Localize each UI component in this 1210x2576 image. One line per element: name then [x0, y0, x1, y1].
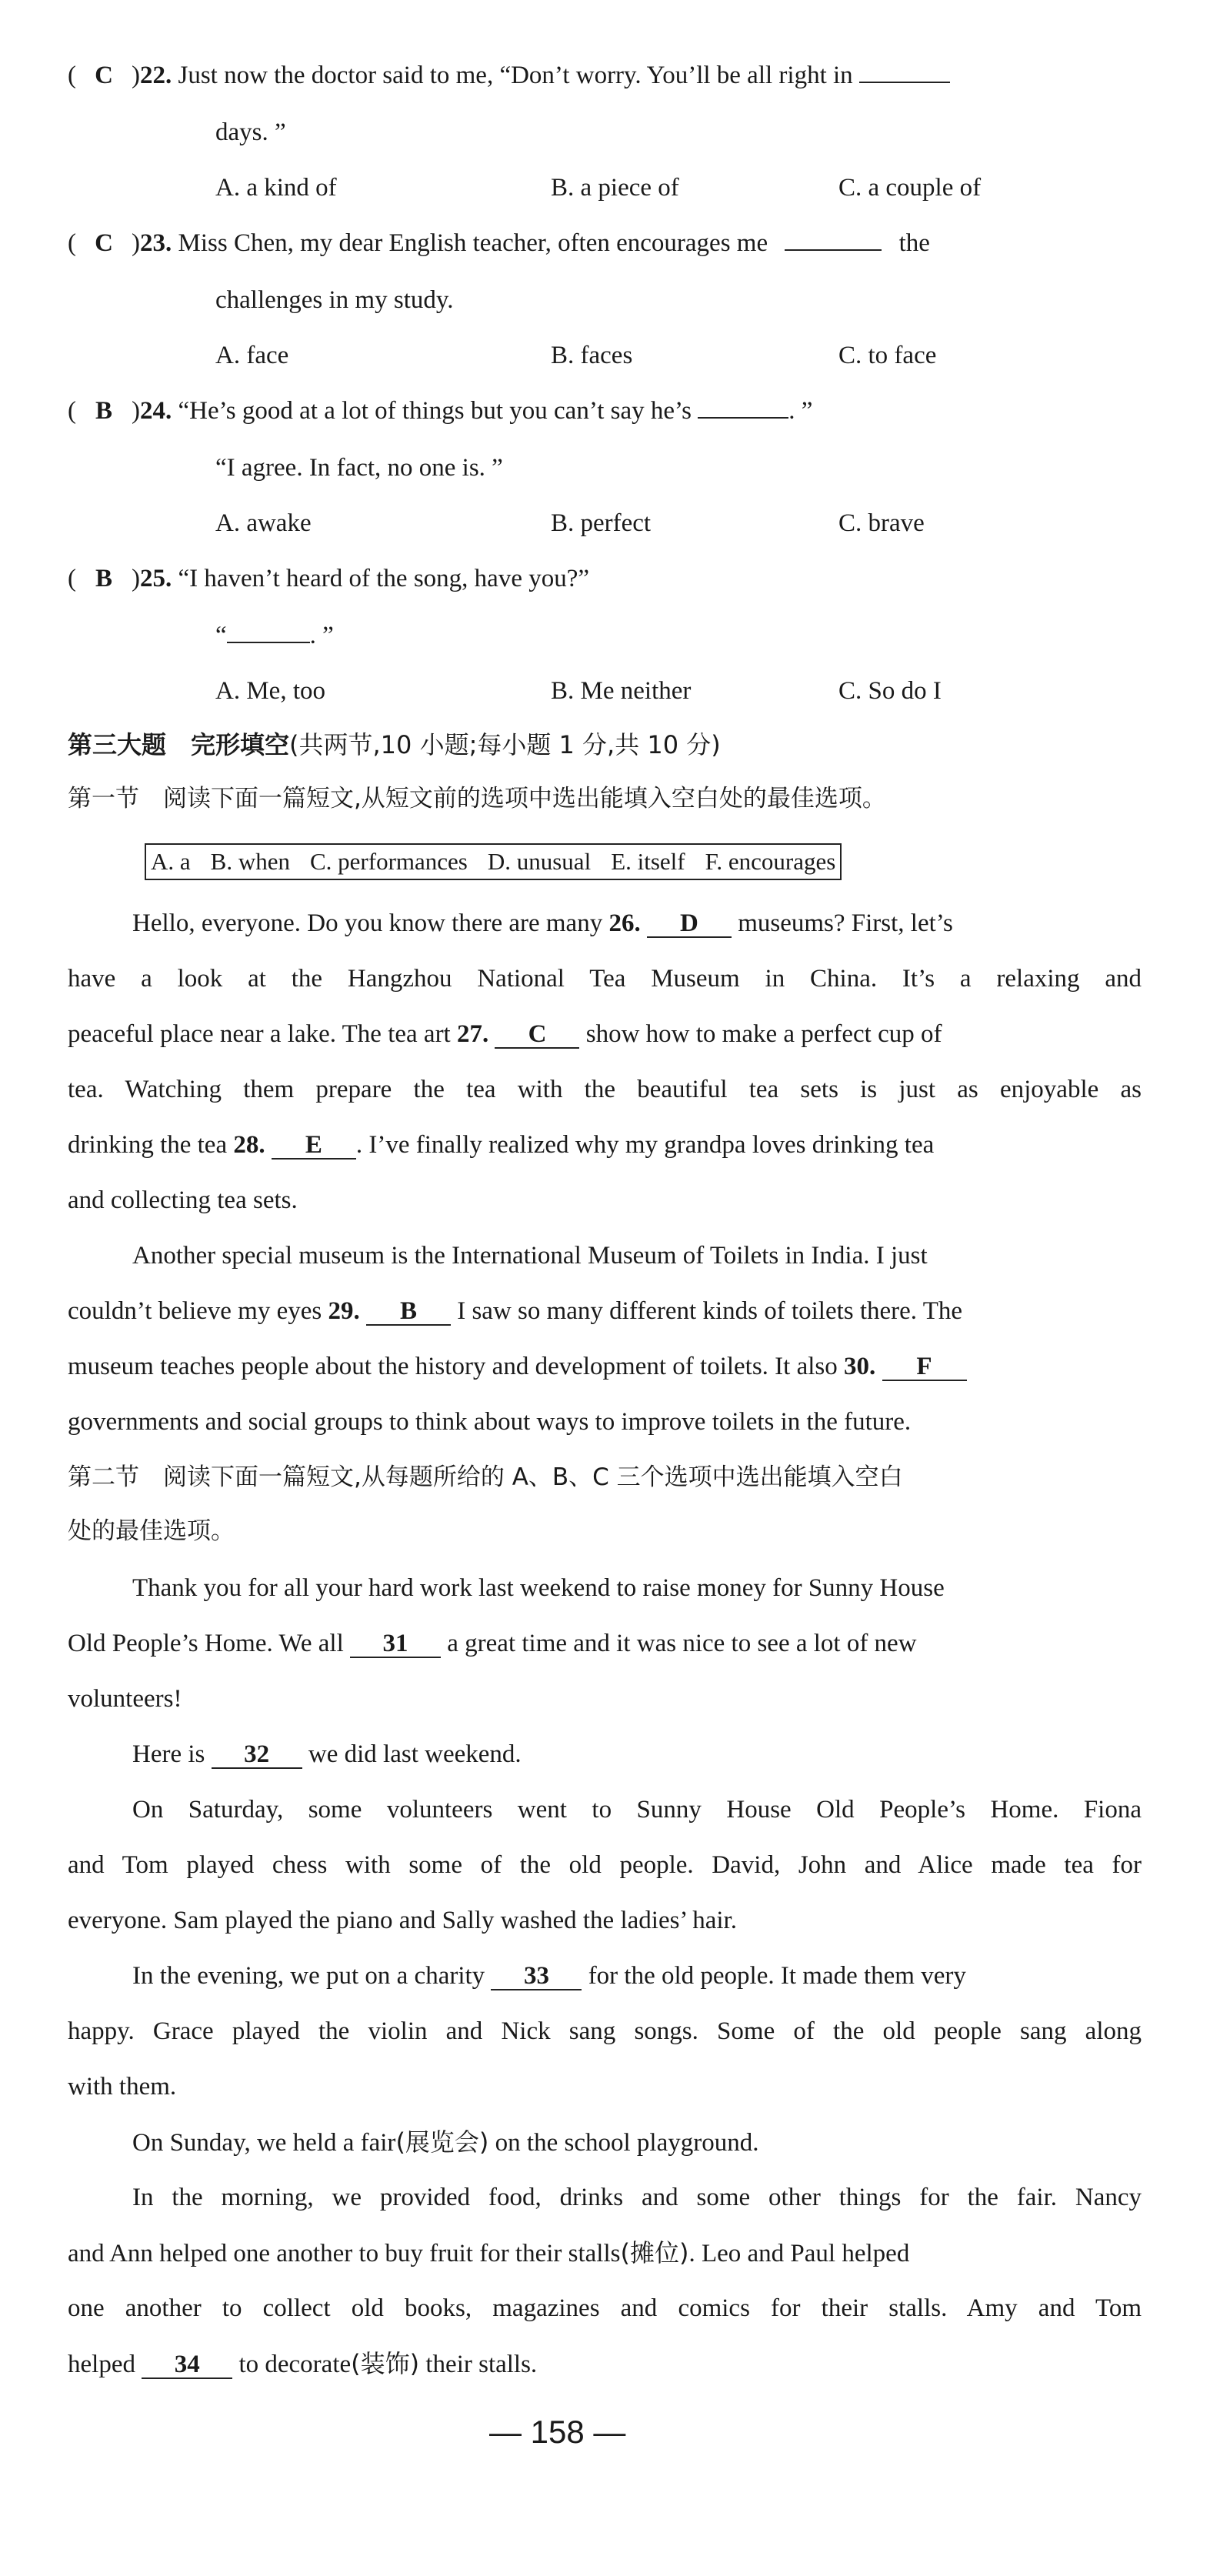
option-23-a: A. face	[215, 342, 289, 369]
question-24-line2: “I agree. In fact, no one is. ”	[215, 454, 503, 482]
answer-25: B	[95, 565, 112, 592]
letter-line11	[132, 2127, 758, 2158]
blank-number-26: 26.	[608, 909, 641, 937]
blank-number-30: 30.	[844, 1353, 876, 1380]
passage1-line3	[68, 1019, 942, 1049]
text-segment: On Sunday, we held a fair	[132, 2129, 396, 2157]
chinese-gloss: (摊位)	[620, 2238, 689, 2267]
option-22-b: B. a piece of	[551, 174, 679, 202]
question-number-24: 24.	[140, 397, 172, 425]
text-segment: Old People’s Home. We all	[68, 1630, 344, 1657]
letter-line1: Thank you for all your hard work last weekend to raise money for Sunny House	[132, 1574, 945, 1602]
part-1-heading: 第一节 阅读下面一篇短文,从短文前的选项中选出能填入空白处的最佳选项。	[68, 785, 886, 813]
blank-25	[227, 642, 310, 643]
question-24-text: “He’s good at a lot of things but you can’t say he’s	[178, 397, 692, 425]
text-segment: In the evening, we put on a charity	[132, 1962, 485, 1990]
word-option-e: E. itself	[611, 848, 685, 875]
blank-28: E	[272, 1132, 356, 1160]
blank-26: D	[647, 910, 732, 938]
text-segment: peaceful place near a lake. The tea art	[68, 1020, 451, 1048]
blank-23	[785, 249, 882, 251]
page-number	[489, 2413, 625, 2451]
question-22: ( C )22. Just now the doctor said to me, “Don’t worry. You’ll be all right in	[68, 60, 950, 91]
answer-22: C	[95, 62, 113, 89]
option-25-a: A. Me, too	[215, 677, 325, 705]
page-number-value: 158	[530, 2414, 585, 2450]
text-segment: museums? First, let’s	[738, 909, 953, 937]
text-segment: on the school playground.	[495, 2129, 759, 2157]
option-25-c: C. So do I	[838, 677, 942, 705]
text-segment: show how to make a perfect cup of	[585, 1020, 942, 1048]
question-25-text: “I haven’t heard of the song, have you?”	[178, 565, 590, 592]
text-segment: Here is	[132, 1740, 205, 1768]
text-segment: couldn’t believe my eyes	[68, 1297, 322, 1325]
word-options-box	[145, 843, 842, 880]
question-23-text-end: the	[898, 229, 930, 257]
blank-22	[859, 82, 950, 83]
option-22-a: A. a kind of	[215, 174, 337, 202]
text-segment: to decorate	[238, 2351, 352, 2378]
part-2-heading-line2: 处的最佳选项。	[68, 1517, 235, 1545]
letter-line12: In the morning, we provided food, drinks and some other things for the fair. Nancy	[132, 2184, 1142, 2211]
section-3-title	[68, 729, 721, 760]
text-segment: helped	[68, 2351, 135, 2378]
option-25-b: B. Me neither	[551, 677, 692, 705]
passage1-line1	[132, 908, 953, 939]
passage2-line1: Another special museum is the International Museum of Toilets in India. I just	[132, 1242, 928, 1270]
text-segment: and Ann helped one another to buy fruit for their stalls	[68, 2240, 621, 2267]
passage2-line4: governments and social groups to think about ways to improve toilets in the future.	[68, 1408, 912, 1436]
letter-line3: volunteers!	[68, 1685, 182, 1713]
letter-line8	[132, 1960, 966, 1991]
passage2-line3	[68, 1351, 967, 1382]
blank-number-28: 28.	[233, 1131, 265, 1159]
blank-33: 33	[491, 1963, 582, 1990]
letter-line4	[132, 1739, 522, 1770]
section-3-title-note: (共两节,10 小题;每小题 1 分,共 10 分)	[289, 730, 721, 759]
blank-27: C	[495, 1021, 579, 1049]
text-segment: we did last weekend.	[308, 1740, 522, 1768]
passage1-line4: tea. Watching them prepare the tea with the beautiful tea sets is just as enjoyable as	[68, 1076, 1142, 1103]
passage1-line2: have a look at the Hangzhou National Tea Museum in China. It’s a relaxing and	[68, 965, 1142, 993]
question-22-line2: days. ”	[215, 118, 286, 146]
answer-24: B	[95, 397, 112, 425]
chinese-gloss: (装饰)	[351, 2349, 420, 2378]
blank-31: 31	[350, 1630, 441, 1658]
text-segment: drinking the tea	[68, 1131, 228, 1159]
question-25-line2	[215, 620, 334, 651]
question-24: ( B )24. “He’s good at a lot of things but you can’t say he’s . ”	[68, 397, 813, 425]
question-24-text-end: . ”	[788, 397, 813, 425]
letter-line13	[68, 2237, 909, 2269]
blank-24	[698, 417, 788, 419]
blank-30: F	[882, 1353, 967, 1381]
blank-number-27: 27.	[456, 1020, 489, 1048]
passage1-line6: and collecting tea sets.	[68, 1186, 298, 1214]
question-25: ( B )25. “I haven’t heard of the song, have you?”	[68, 565, 590, 592]
letter-line15	[68, 2348, 537, 2380]
text-segment: I saw so many different kinds of toilets there. The	[457, 1297, 963, 1325]
text-segment: Hello, everyone. Do you know there are many	[132, 909, 603, 937]
letter-line10: with them.	[68, 2073, 177, 2101]
word-option-d: D. unusual	[487, 848, 592, 875]
question-23-text: Miss Chen, my dear English teacher, often encourages me	[178, 229, 768, 257]
letter-line6: and Tom played chess with some of the old people. David, John and Alice made tea for	[68, 1851, 1142, 1879]
quote-open: “	[215, 622, 227, 649]
word-option-c: C. performances	[309, 848, 468, 875]
passage2-line2	[68, 1296, 962, 1326]
part-2-heading-line1: 第二节 阅读下面一篇短文,从每题所给的 A、B、C 三个选项中选出能填入空白	[68, 1463, 903, 1491]
section-3-title-main: 第三大题 完形填空	[68, 730, 290, 759]
dash-left: —	[489, 2414, 522, 2450]
text-segment: museum teaches people about the history and development of toilets. It also	[68, 1353, 838, 1380]
passage1-line5	[68, 1130, 934, 1160]
blank-32: 32	[212, 1741, 302, 1769]
option-23-b: B. faces	[551, 342, 633, 369]
option-23-c: C. to face	[838, 342, 937, 369]
option-22-c: C. a couple of	[838, 174, 982, 202]
blank-29: B	[366, 1298, 451, 1326]
text-segment: for the old people. It made them very	[588, 1962, 966, 1990]
text-segment: . Leo and Paul helped	[688, 2240, 910, 2267]
letter-line2	[68, 1628, 917, 1659]
quote-close: . ”	[309, 622, 334, 649]
text-segment: a great time and it was nice to see a lot of new	[447, 1630, 917, 1657]
text-segment: their stalls.	[425, 2351, 538, 2378]
question-number-23: 23.	[140, 229, 172, 257]
question-number-22: 22.	[140, 62, 172, 89]
letter-line7: everyone. Sam played the piano and Sally washed the ladies’ hair.	[68, 1907, 737, 1934]
blank-number-29: 29.	[328, 1297, 360, 1325]
option-24-a: A. awake	[215, 509, 312, 537]
text-segment: . I’ve finally realized why my grandpa loves drinking tea	[355, 1131, 935, 1159]
chinese-gloss: (展览会)	[395, 2127, 489, 2157]
word-option-a: A. a	[151, 848, 191, 875]
question-22-text: Just now the doctor said to me, “Don’t worry. You’ll be all right in	[178, 62, 853, 89]
question-23-line2: challenges in my study.	[215, 286, 454, 314]
question-23: ( C )23. Miss Chen, my dear English teacher, often encourages me the	[68, 229, 930, 257]
letter-line5: On Saturday, some volunteers went to Sunny House Old People’s Home. Fiona	[132, 1796, 1142, 1824]
question-number-25: 25.	[140, 565, 172, 592]
answer-23: C	[95, 229, 113, 257]
option-24-b: B. perfect	[551, 509, 652, 537]
word-option-b: B. when	[210, 848, 290, 875]
letter-line9: happy. Grace played the violin and Nick sang songs. Some of the old people sang along	[68, 2017, 1142, 2045]
letter-line14: one another to collect old books, magazines and comics for their stalls. Amy and Tom	[68, 2294, 1142, 2322]
blank-34: 34	[142, 2351, 232, 2379]
option-24-c: C. brave	[838, 509, 925, 537]
dash-right: —	[593, 2414, 626, 2450]
word-option-f: F. encourages	[705, 848, 836, 875]
